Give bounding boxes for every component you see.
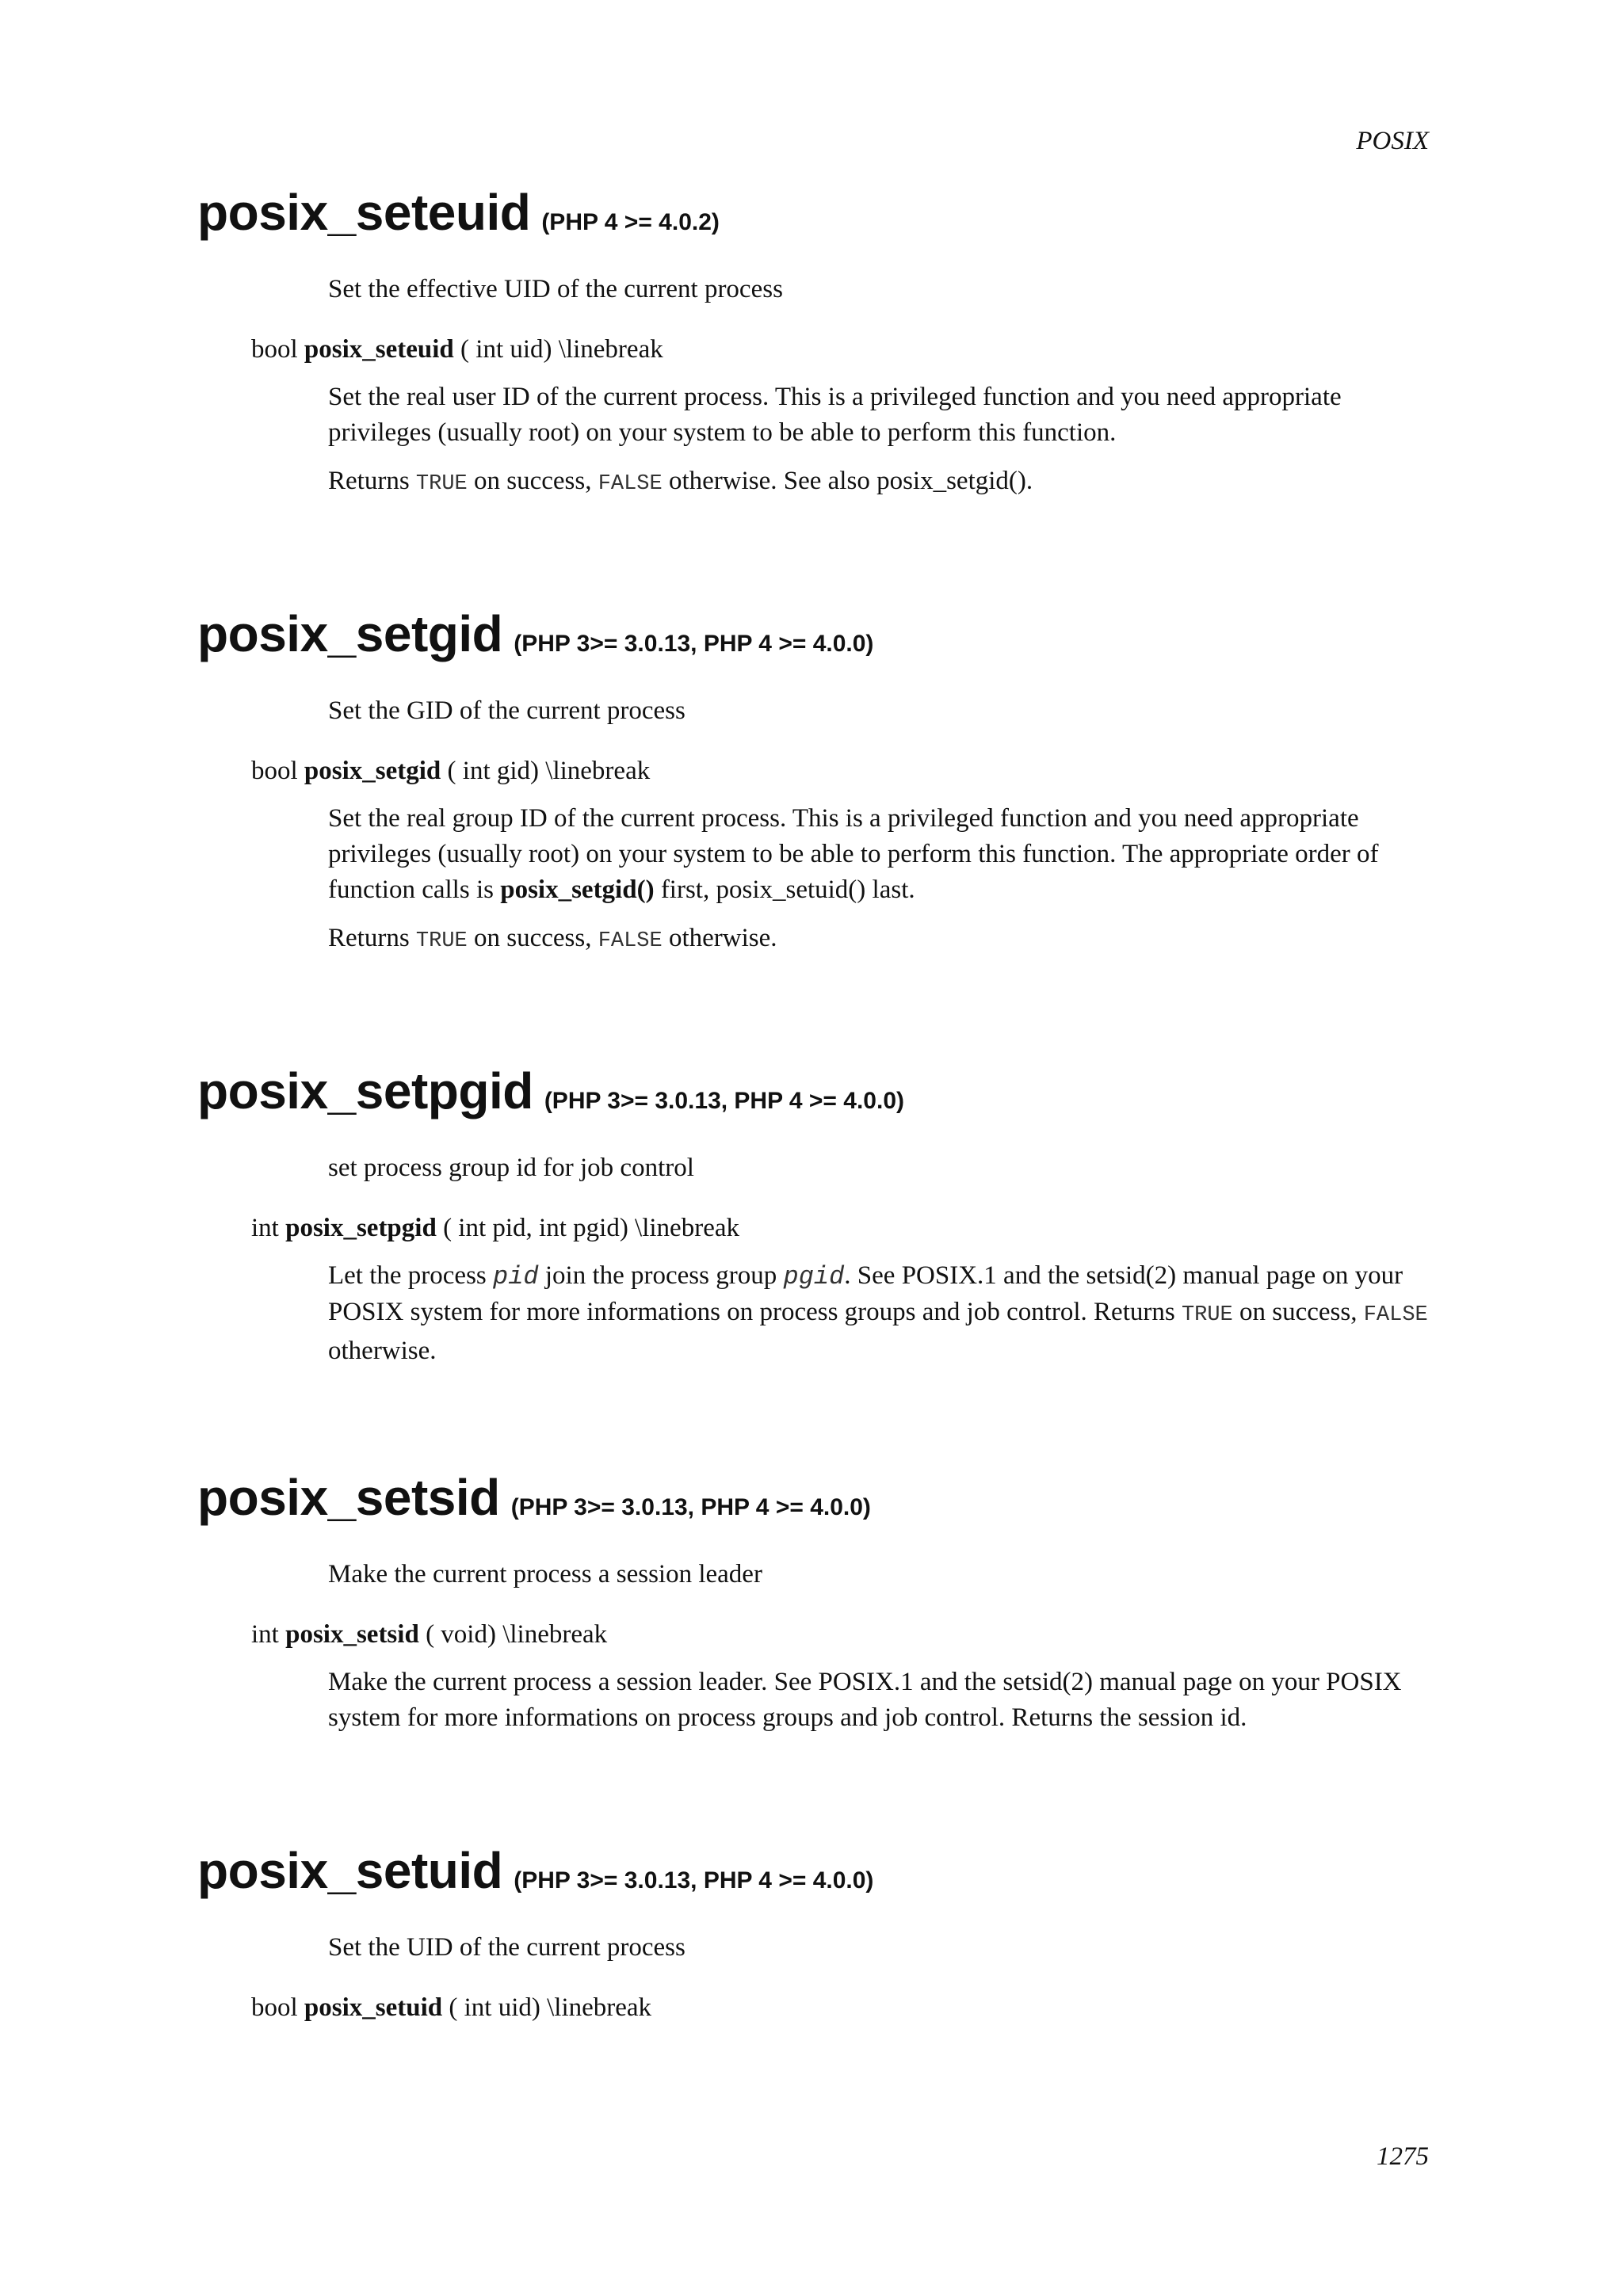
entry-posix-setsid bbox=[197, 1466, 1429, 1736]
description-text: Set the real group ID of the current process. This is a privileged function and you need appropriate privileges (usually root) on your system to be able to perform this function. The appropriate order of function calls is bbox=[328, 804, 1379, 904]
returns-text: on success, bbox=[473, 467, 592, 495]
parameter-pgid: pgid bbox=[783, 1262, 845, 1291]
function-heading bbox=[197, 1839, 1429, 1902]
function-synopsis bbox=[251, 1990, 1429, 2025]
version-info: (PHP 3>= 3.0.13, PHP 4 >= 4.0.0) bbox=[510, 1494, 871, 1520]
version-info: (PHP 4 >= 4.0.2) bbox=[541, 209, 720, 235]
return-type: int bbox=[251, 1214, 279, 1242]
function-synopsis bbox=[251, 332, 1429, 367]
function-heading bbox=[197, 1059, 1429, 1123]
entry-posix-setgid bbox=[197, 602, 1429, 959]
function-purpose: Make the current process a session leader bbox=[328, 1560, 762, 1589]
function-synopsis bbox=[251, 1211, 1429, 1245]
synopsis-function-name: posix_setpgid bbox=[285, 1214, 437, 1242]
description-text: Let the process bbox=[328, 1261, 487, 1290]
synopsis-arguments: ( int pid, int pgid) \linebreak bbox=[436, 1214, 739, 1242]
version-info: (PHP 3>= 3.0.13, PHP 4 >= 4.0.0) bbox=[514, 1867, 874, 1894]
description-text: . See POSIX.1 and the setsid(2) manual page on your POSIX system for more informations on process groups and job control. Returns bbox=[328, 1261, 1403, 1326]
description-text: on success, bbox=[1239, 1298, 1358, 1326]
function-name: posix_setuid bbox=[197, 1842, 503, 1899]
function-purpose: set process group id for job control bbox=[328, 1154, 694, 1182]
constant-true: TRUE bbox=[415, 472, 468, 496]
constant-false: FALSE bbox=[598, 472, 663, 496]
returns-text: on success, bbox=[473, 924, 592, 952]
running-header: POSIX bbox=[1356, 127, 1429, 155]
function-synopsis bbox=[251, 1617, 1429, 1652]
synopsis-function-name: posix_seteuid bbox=[304, 335, 454, 364]
constant-false: FALSE bbox=[598, 929, 663, 953]
synopsis-arguments: ( int uid) \linebreak bbox=[453, 335, 663, 364]
function-heading bbox=[197, 602, 1429, 666]
function-heading bbox=[197, 1466, 1429, 1529]
return-type: int bbox=[251, 1620, 279, 1649]
function-purpose: Set the effective UID of the current process bbox=[328, 275, 783, 303]
returns-text: otherwise. bbox=[668, 924, 777, 952]
page-number: 1275 bbox=[1377, 2142, 1429, 2171]
return-type: bool bbox=[251, 757, 298, 785]
returns-paragraph bbox=[328, 921, 1429, 959]
function-purpose: Set the GID of the current process bbox=[328, 696, 685, 725]
description-paragraph bbox=[328, 1258, 1429, 1369]
returns-text: Returns bbox=[328, 467, 410, 495]
description-text: join the process group bbox=[544, 1261, 777, 1290]
entry-posix-seteuid bbox=[197, 181, 1429, 502]
returns-text: otherwise. See also posix_setgid(). bbox=[668, 467, 1033, 495]
function-synopsis bbox=[251, 753, 1429, 788]
entry-posix-setpgid bbox=[197, 1059, 1429, 1369]
synopsis-function-name: posix_setsid bbox=[285, 1620, 419, 1649]
function-purpose: Set the UID of the current process bbox=[328, 1933, 685, 1962]
synopsis-arguments: ( void) \linebreak bbox=[418, 1620, 608, 1649]
constant-true: TRUE bbox=[415, 929, 468, 953]
return-type: bool bbox=[251, 335, 298, 364]
description-paragraph bbox=[328, 801, 1429, 908]
function-name: posix_seteuid bbox=[197, 184, 531, 241]
constant-false: FALSE bbox=[1363, 1303, 1428, 1327]
returns-text: Returns bbox=[328, 924, 410, 952]
entry-posix-setuid bbox=[197, 1839, 1429, 2025]
description-paragraph: Make the current process a session leader. See POSIX.1 and the setsid(2) manual page on your POSIX system for more informations on process groups and job control. Returns the session id. bbox=[328, 1668, 1402, 1732]
function-name: posix_setsid bbox=[197, 1469, 500, 1526]
description-paragraph: Set the real user ID of the current process. This is a privileged function and you need appropriate privileges (usually root) on your system to be able to perform this function. bbox=[328, 383, 1342, 447]
returns-paragraph bbox=[328, 463, 1429, 502]
constant-true: TRUE bbox=[1181, 1303, 1233, 1327]
return-type: bool bbox=[251, 1993, 298, 2022]
version-info: (PHP 3>= 3.0.13, PHP 4 >= 4.0.0) bbox=[514, 631, 874, 657]
synopsis-function-name: posix_setuid bbox=[304, 1993, 443, 2022]
description-text: first, posix_setuid() last. bbox=[660, 875, 915, 904]
synopsis-arguments: ( int gid) \linebreak bbox=[441, 757, 651, 785]
function-heading bbox=[197, 181, 1429, 244]
function-name: posix_setpgid bbox=[197, 1062, 533, 1119]
function-name: posix_setgid bbox=[197, 605, 503, 662]
parameter-pid: pid bbox=[493, 1262, 539, 1291]
synopsis-arguments: ( int uid) \linebreak bbox=[442, 1993, 652, 2022]
synopsis-function-name: posix_setgid bbox=[304, 757, 441, 785]
description-text: otherwise. bbox=[328, 1337, 437, 1365]
function-reference: posix_setgid() bbox=[500, 875, 655, 904]
version-info: (PHP 3>= 3.0.13, PHP 4 >= 4.0.0) bbox=[544, 1088, 905, 1114]
